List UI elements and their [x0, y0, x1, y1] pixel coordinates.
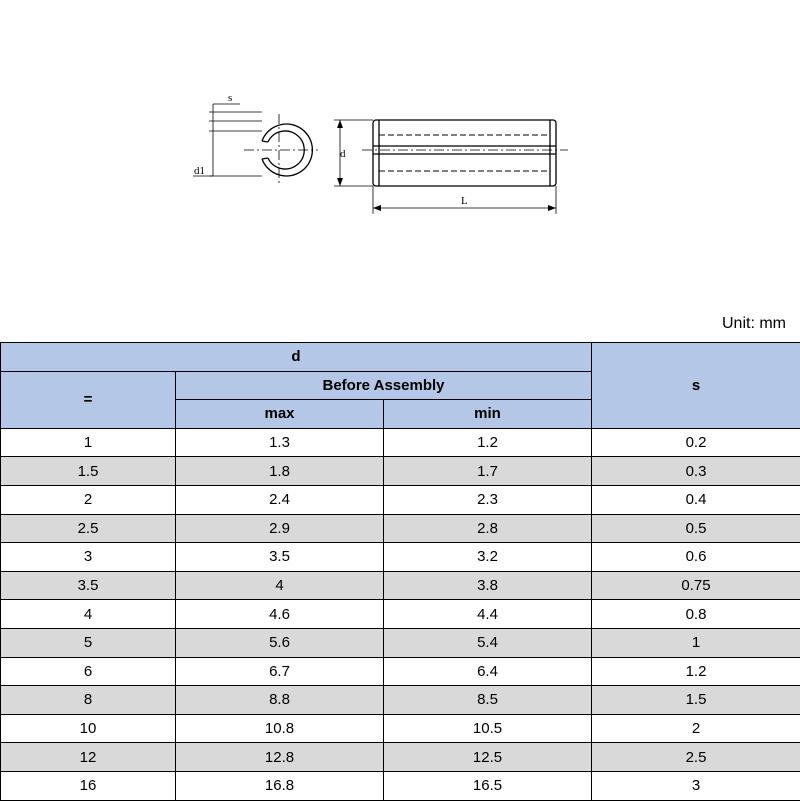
cell-nominal: 1 [1, 428, 176, 457]
cell-nominal: 6 [1, 657, 176, 686]
cell-min: 3.2 [384, 543, 592, 572]
cell-max: 4.6 [176, 600, 384, 629]
cell-min: 2.8 [384, 514, 592, 543]
cell-s: 0.75 [592, 571, 800, 600]
drawing-label-d: d [340, 148, 346, 160]
cell-max: 2.4 [176, 485, 384, 514]
table-row [1, 771, 800, 800]
cell-s: 0.2 [592, 428, 800, 457]
table-row [1, 485, 800, 514]
cell-s: 0.6 [592, 543, 800, 572]
side-view [334, 120, 568, 214]
cell-min: 1.2 [384, 428, 592, 457]
cell-nominal: 3 [1, 543, 176, 572]
table-row [1, 514, 800, 543]
cell-s: 1.5 [592, 686, 800, 715]
cell-nominal: 2.5 [1, 514, 176, 543]
drawing-label-L: L [461, 195, 468, 207]
table-row [1, 628, 800, 657]
end-view [193, 104, 318, 186]
cell-s: 1.2 [592, 657, 800, 686]
cell-nominal: 8 [1, 686, 176, 715]
cell-max: 6.7 [176, 657, 384, 686]
table-row [1, 686, 800, 715]
cell-min: 4.4 [384, 600, 592, 629]
cell-min: 12.5 [384, 743, 592, 772]
header-max: max [176, 400, 384, 429]
cell-min: 5.4 [384, 628, 592, 657]
cell-nominal: 16 [1, 771, 176, 800]
cell-min: 16.5 [384, 771, 592, 800]
cell-min: 3.8 [384, 571, 592, 600]
header-s: s [592, 343, 800, 429]
header-d: d [1, 343, 592, 372]
cell-s: 0.8 [592, 600, 800, 629]
cell-nominal: 2 [1, 485, 176, 514]
table-row [1, 743, 800, 772]
drawing-label-s: s [228, 92, 232, 104]
cell-s: 2 [592, 714, 800, 743]
table-row [1, 543, 800, 572]
table-row [1, 657, 800, 686]
cell-max: 16.8 [176, 771, 384, 800]
unit-label: Unit: mm [722, 315, 786, 333]
cell-s: 2.5 [592, 743, 800, 772]
cell-nominal: 5 [1, 628, 176, 657]
cell-max: 3.5 [176, 543, 384, 572]
cell-nominal: 12 [1, 743, 176, 772]
cell-max: 10.8 [176, 714, 384, 743]
table-row [1, 457, 800, 486]
cell-min: 8.5 [384, 686, 592, 715]
cell-min: 1.7 [384, 457, 592, 486]
cell-s: 0.3 [592, 457, 800, 486]
header-before-assembly: Before Assembly [176, 371, 592, 400]
cell-min: 6.4 [384, 657, 592, 686]
spring-pin-spec-table [0, 342, 800, 801]
table-row [1, 714, 800, 743]
cell-nominal: 3.5 [1, 571, 176, 600]
cell-s: 3 [592, 771, 800, 800]
table-row [1, 428, 800, 457]
cell-max: 12.8 [176, 743, 384, 772]
header-nominal: = [1, 371, 176, 428]
cell-max: 4 [176, 571, 384, 600]
cell-max: 5.6 [176, 628, 384, 657]
table-row [1, 600, 800, 629]
cell-min: 2.3 [384, 485, 592, 514]
cell-s: 0.5 [592, 514, 800, 543]
table-row [1, 571, 800, 600]
cell-s: 0.4 [592, 485, 800, 514]
drawing-label-d1: d1 [194, 165, 205, 177]
cell-max: 2.9 [176, 514, 384, 543]
cell-nominal: 10 [1, 714, 176, 743]
cell-max: 8.8 [176, 686, 384, 715]
cell-nominal: 4 [1, 600, 176, 629]
cell-min: 10.5 [384, 714, 592, 743]
cell-nominal: 1.5 [1, 457, 176, 486]
header-min: min [384, 400, 592, 429]
cell-max: 1.8 [176, 457, 384, 486]
cell-s: 1 [592, 628, 800, 657]
table-body [1, 428, 800, 800]
spring-pin-drawing [0, 0, 800, 240]
cell-max: 1.3 [176, 428, 384, 457]
